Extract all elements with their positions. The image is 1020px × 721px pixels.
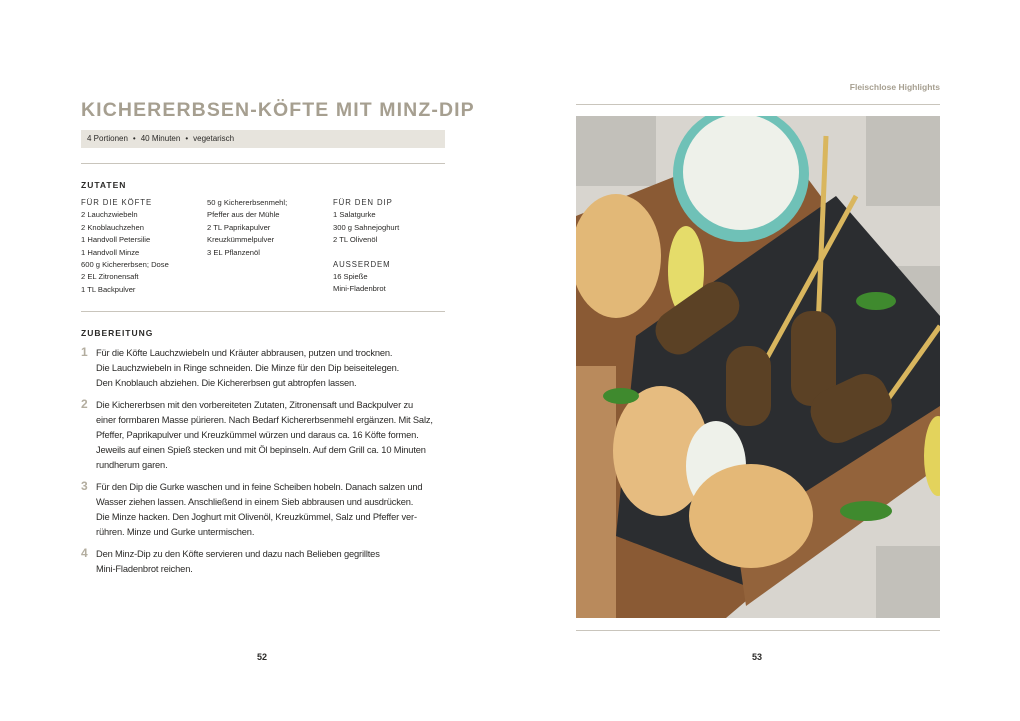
ingredient: 1 Handvoll Minze	[81, 247, 140, 257]
step-line: einer formbaren Masse pürieren. Nach Bedarf Kichererbsenmehl ergänzen. Mit Salz,	[96, 415, 433, 425]
meta-separator: •	[132, 134, 136, 143]
ingredient: 2 EL Zitronensaft	[81, 272, 139, 282]
step-line: Den Knoblauch abziehen. Die Kichererbsen gut abtropfen lassen.	[96, 378, 357, 388]
step-number: 3	[81, 479, 88, 493]
ingredient: 2 Lauchzwiebeln	[81, 210, 138, 220]
ingredients-dip	[333, 197, 399, 296]
step-number: 2	[81, 397, 88, 411]
recipe-title: KICHERERBSEN-KÖFTE MIT MINZ-DIP	[81, 99, 475, 121]
ingredient: 1 Salatgurke	[333, 210, 376, 220]
food-photo	[576, 116, 940, 618]
ingredient: 300 g Sahnejoghurt	[333, 222, 400, 232]
step-line: Wasser ziehen lassen. Anschließend in einem Sieb abbrausen und ausdrücken.	[96, 497, 414, 507]
ingredient: 50 g Kichererbsenmehl;	[207, 198, 288, 207]
ingredients-heading: ZUTATEN	[81, 180, 127, 190]
subheading: FÜR DIE KÖFTE	[81, 198, 153, 207]
step-line: Den Minz-Dip zu den Köfte servieren und dazu nach Belieben gegrilltes	[96, 549, 380, 559]
step-line: Mini-Fladenbrot reichen.	[96, 564, 193, 574]
step-line: rühren. Minze und Gurke untermischen.	[96, 527, 255, 537]
step-2	[81, 398, 433, 473]
ingredient: 2 Knoblauchzehen	[81, 222, 144, 232]
ingredient: Kreuzkümmelpulver	[207, 235, 275, 245]
divider	[81, 311, 445, 312]
ingredient: 3 EL Pflanzenöl	[207, 247, 260, 257]
step-number: 4	[81, 546, 88, 560]
preparation-heading: ZUBEREITUNG	[81, 328, 154, 338]
page-number-left: 52	[257, 652, 268, 662]
step-line: Jeweils auf einen Spieß stecken und mit Öl bepinseln. Auf dem Grill ca. 10 Minuten	[96, 445, 426, 455]
ingredient: Mini-Fladenbrot	[333, 284, 386, 294]
step-line: Die Lauchzwiebeln in Ringe schneiden. Die Minze für den Dip beiseitelegen.	[96, 363, 400, 373]
ingredient: 600 g Kichererbsen; Dose	[81, 260, 169, 270]
meta-separator: •	[185, 134, 189, 143]
ingredients-koefte-cont	[207, 197, 287, 259]
ingredient: 2 TL Olivenöl	[333, 235, 378, 245]
ingredient: 2 TL Paprikapulver	[207, 222, 271, 232]
ingredient: 1 TL Backpulver	[81, 284, 136, 294]
subheading: AUSSERDEM	[333, 259, 391, 269]
ingredients-koefte	[81, 197, 169, 296]
step-line: Für den Dip die Gurke waschen und in feine Scheiben hobeln. Danach salzen und	[96, 482, 423, 492]
koefte-photo-illustration	[576, 116, 940, 618]
step-4	[81, 547, 433, 577]
page-number-right: 53	[752, 652, 763, 662]
running-head: Fleischlose Highlights	[849, 82, 940, 92]
step-line: Die Kichererbsen mit den vorbereiteten Zutaten, Zitronensaft und Backpulver zu	[96, 400, 413, 410]
step-number: 1	[81, 345, 88, 359]
subheading: FÜR DEN DIP	[333, 198, 393, 207]
divider	[576, 104, 940, 105]
divider	[81, 163, 445, 164]
recipe-meta-bar	[81, 130, 445, 148]
ingredient: Pfeffer aus der Mühle	[207, 210, 280, 220]
step-3	[81, 480, 433, 540]
meta-time: 40 Minuten	[140, 134, 181, 143]
step-line: Pfeffer, Paprikapulver und Kreuzkümmel würzen und daraus ca. 16 Köfte formen.	[96, 430, 419, 440]
preparation-steps	[81, 346, 433, 584]
meta-diet: vegetarisch	[193, 134, 235, 143]
step-line: Die Minze hacken. Den Joghurt mit Olivenöl, Kreuzkümmel, Salz und Pfeffer ver-	[96, 512, 417, 522]
meta-servings: 4 Portionen	[87, 134, 128, 143]
step-line: Für die Köfte Lauchzwiebeln und Kräuter abbrausen, putzen und trocknen.	[96, 348, 393, 358]
ingredient: 16 Spieße	[333, 272, 368, 282]
divider	[576, 630, 940, 631]
step-1	[81, 346, 433, 391]
step-line: rundherum garen.	[96, 460, 168, 470]
ingredient: 1 Handvoll Petersilie	[81, 235, 151, 245]
